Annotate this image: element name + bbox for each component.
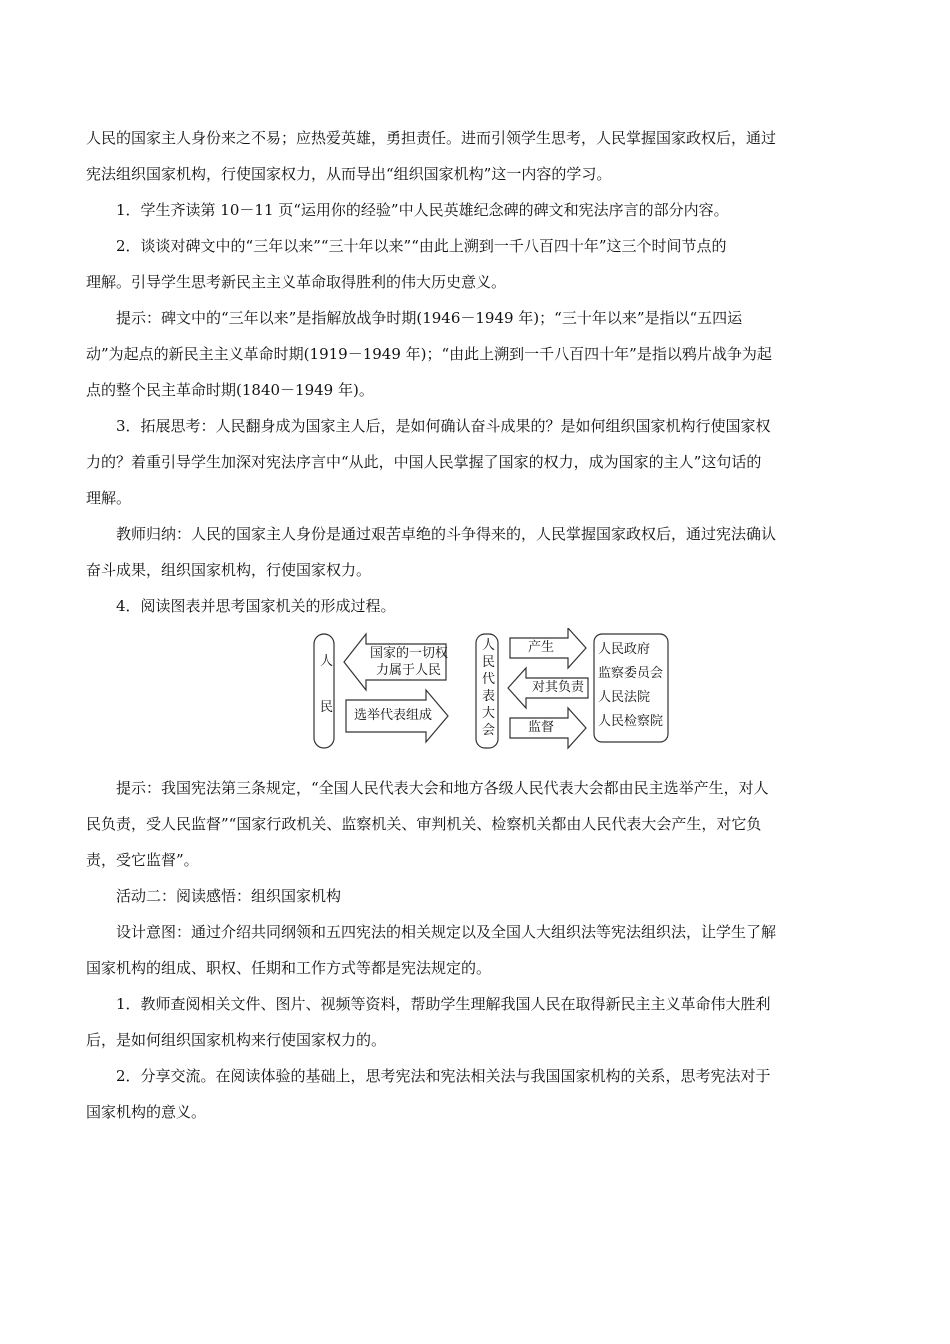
paragraph-line: 民负责，受人民监督”“国家行政机关、监察机关、审判机关、检察机关都由人民代表大会产生，对它负 xyxy=(86,815,762,833)
organ-item: 人民检察院 xyxy=(598,714,664,729)
state-organs-diagram xyxy=(86,628,866,762)
paragraph-line: 理解。引导学生思考新民主主义革命取得胜利的伟大历史意义。 xyxy=(86,273,507,291)
arrow-power-left xyxy=(344,634,449,690)
people-label-bottom: 民 xyxy=(320,700,334,715)
organ-item: 监察委员会 xyxy=(598,666,664,681)
paragraph-line: 3．拓展思考：人民翻身成为国家主人后，是如何确认奋斗成果的？是如何组织国家机构行使国家权 xyxy=(116,417,771,435)
paragraph-line: 奋斗成果，组织国家机构，行使国家权力。 xyxy=(86,561,372,579)
arrow-produce-text: 产生 xyxy=(528,640,555,655)
section-heading: 活动二：阅读感悟：组织国家机构 xyxy=(116,887,342,905)
organ-item: 人民法院 xyxy=(598,690,651,705)
paragraph-line: 国家机构的意义。 xyxy=(86,1103,207,1121)
arrow-responsible-text: 对其负责 xyxy=(532,680,585,695)
paragraph-line: 2．分享交流。在阅读体验的基础上，思考宪法和宪法相关法与我国国家机构的关系，思考宪法对于 xyxy=(116,1067,771,1085)
document-body xyxy=(86,120,866,1130)
paragraph-line: 后，是如何组织国家机构来行使国家权力的。 xyxy=(86,1031,387,1049)
paragraph-line: 提示：碑文中的“三年以来”是指解放战争时期(1946－1949 年)；“三十年以来”是指以“五四运 xyxy=(116,309,743,327)
paragraph-line: 1．学生齐读第 10－11 页“运用你的经验”中人民英雄纪念碑的碑文和宪法序言的部分内容。 xyxy=(116,201,729,219)
npc-char: 大 xyxy=(482,706,496,721)
people-box xyxy=(314,634,334,748)
paragraph-line: 教师归纳：人民的国家主人身份是通过艰苦卓绝的斗争得来的，人民掌握国家政权后，通过宪法确认 xyxy=(116,525,777,543)
paragraph-line: 4．阅读图表并思考国家机关的形成过程。 xyxy=(116,597,396,615)
paragraph-line: 设计意图：通过介绍共同纲领和五四宪法的相关规定以及全国人大组织法等宪法组织法，让学生了解 xyxy=(116,923,777,941)
paragraph-line: 人民的国家主人身份来之不易；应热爱英雄，勇担责任。进而引领学生思考，人民掌握国家政权后，通过 xyxy=(86,129,777,147)
paragraph-line: 动”为起点的新民主主义革命时期(1919－1949 年)；“由此上溯到一千八百四十年”是指以鸦片战争为起 xyxy=(86,345,772,363)
organ-item: 人民政府 xyxy=(598,642,651,657)
paragraph-line: 理解。 xyxy=(86,489,132,507)
paragraph-line: 1．教师查阅相关文件、图片、视频等资料，帮助学生理解我国人民在取得新民主主义革命伟大胜利 xyxy=(116,995,771,1013)
paragraph-line: 宪法组织国家机构，行使国家权力，从而导出“组织国家机构”这一内容的学习。 xyxy=(86,165,612,183)
paragraph-line: 力的？着重引导学生加深对宪法序言中“从此，中国人民掌握了国家的权力，成为国家的主人”这句话的 xyxy=(86,453,762,471)
npc-char: 表 xyxy=(482,689,496,704)
arrow-elect-text: 选举代表组成 xyxy=(354,708,433,723)
paragraph-line: 国家机构的组成、职权、任期和工作方式等都是宪法规定的。 xyxy=(86,959,492,977)
paragraph-line: 责，受它监督”。 xyxy=(86,851,199,869)
paragraph-line: 点的整个民主革命时期(1840－1949 年)。 xyxy=(86,381,374,399)
npc-char: 会 xyxy=(482,723,496,738)
paragraph-line: 2．谈谈对碑文中的“三年以来”“三十年以来”“由此上溯到一千八百四十年”这三个时间节点的 xyxy=(116,237,727,255)
npc-char: 人 xyxy=(482,638,496,653)
paragraph-line: 提示：我国宪法第三条规定，“全国人民代表大会和地方各级人民代表大会都由民主选举产生，对人 xyxy=(116,779,769,797)
npc-char: 代 xyxy=(482,672,496,687)
npc-char: 民 xyxy=(482,655,496,670)
arrow-power-text-2: 力属于人民 xyxy=(376,663,442,678)
people-label-top: 人 xyxy=(320,654,334,669)
arrow-supervise-text: 监督 xyxy=(528,720,555,735)
arrow-power-text-1: 国家的一切权 xyxy=(370,646,449,661)
